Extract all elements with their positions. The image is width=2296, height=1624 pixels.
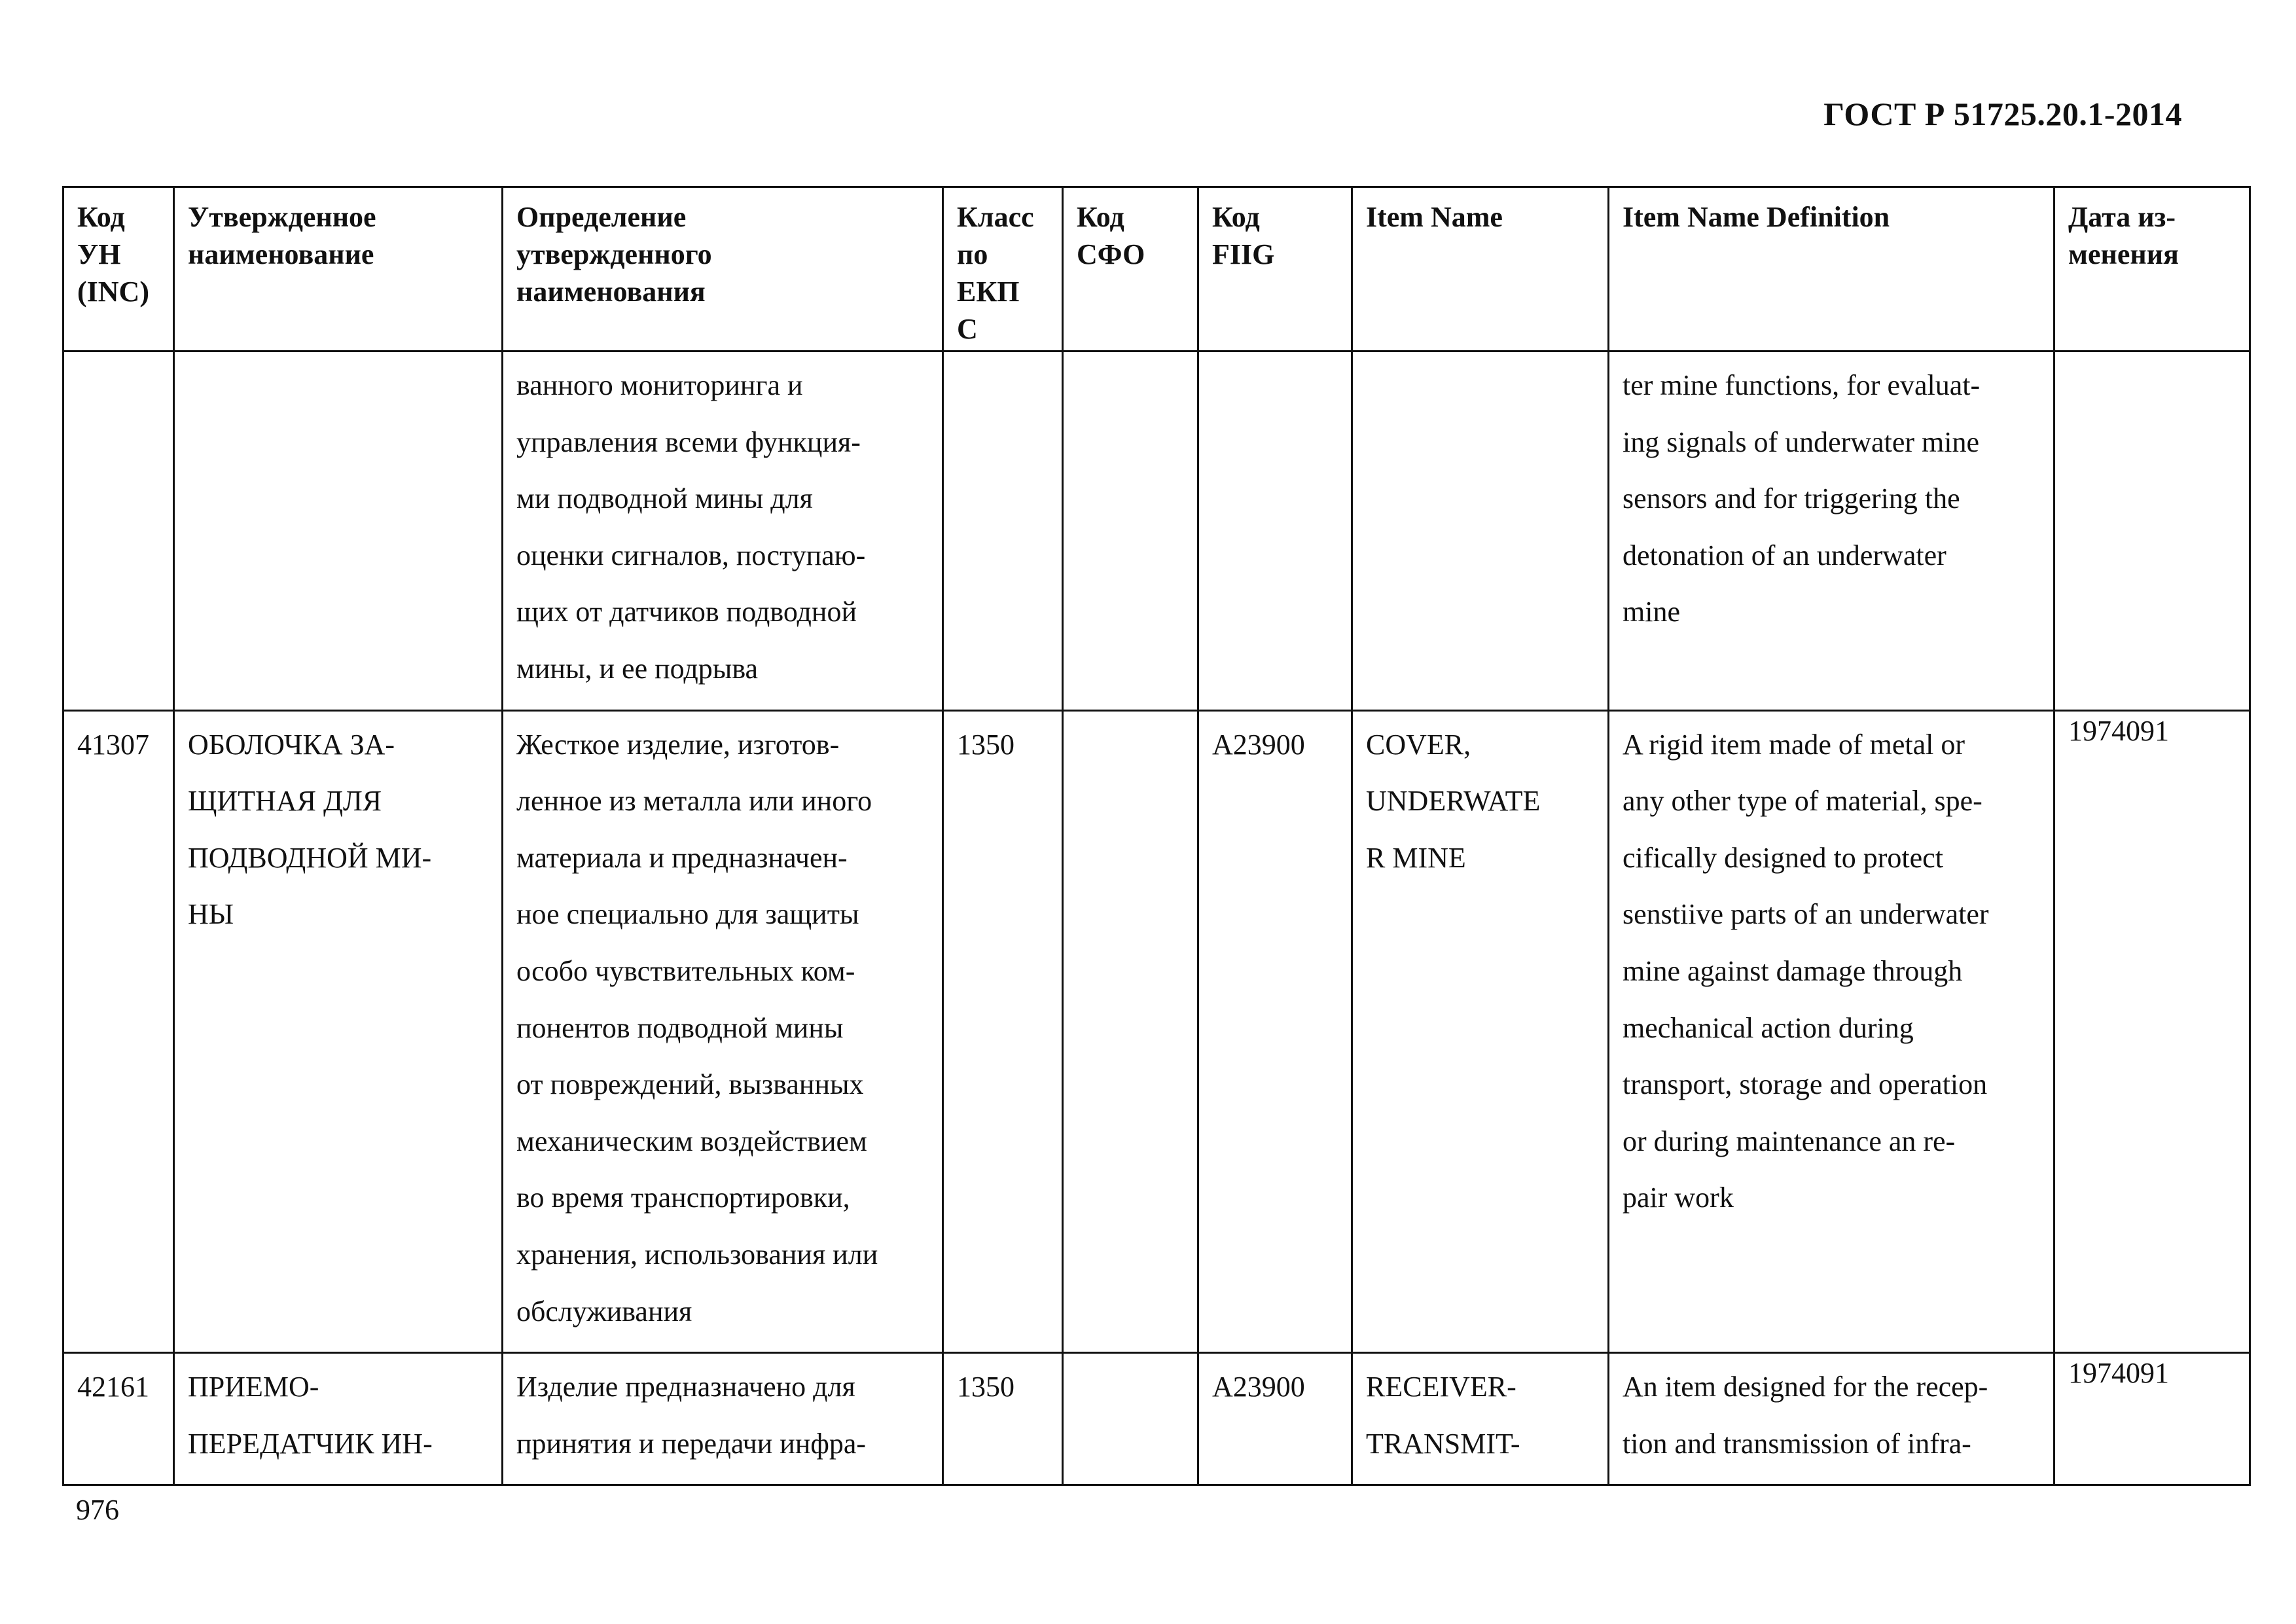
cell-class-ekps <box>943 710 1063 1353</box>
cell-text-line: pair work <box>1623 1182 1734 1214</box>
cell-item-name-definition <box>1609 352 2054 711</box>
header-text-line: Код <box>77 201 125 233</box>
cell-text-line: 1974091 <box>2068 1357 2169 1390</box>
cell-sfo-code <box>1063 1353 1198 1485</box>
cell-class-ekps <box>943 1353 1063 1485</box>
classification-table <box>62 186 2251 1486</box>
table-row <box>63 352 2250 711</box>
cell-approved-name <box>174 710 503 1353</box>
cell-item-name-definition <box>1609 710 2054 1353</box>
cell-text-line: R MINE <box>1366 841 1466 874</box>
cell-text-line: ное специально для защиты <box>516 898 859 931</box>
cell-text-line: понентов подводной мины <box>516 1011 844 1044</box>
cell-text-line: Изделие предназначено для <box>516 1371 855 1403</box>
cell-text-line: Жесткое изделие, изготов- <box>516 728 840 761</box>
cell-text-line: detonation of an underwater <box>1623 539 1946 571</box>
document-standard-header: ГОСТ Р 51725.20.1-2014 <box>1823 96 2182 132</box>
cell-sfo-code <box>1063 352 1198 711</box>
header-inc-code <box>63 187 174 352</box>
cell-text-line: ПЕРЕДАТЧИК ИН- <box>188 1427 433 1460</box>
cell-text-line: 1974091 <box>2068 714 2169 747</box>
cell-inc-code <box>63 1353 174 1485</box>
cell-text-line: any other type of material, spe- <box>1623 785 1982 818</box>
cell-fiig-code <box>1198 710 1352 1353</box>
cell-approved-name-definition <box>503 1353 943 1485</box>
table-row <box>63 710 2250 1353</box>
cell-text-line: ter mine functions, for evaluat- <box>1623 369 1981 401</box>
header-text-line: наименования <box>516 276 706 308</box>
header-text-line: Утвержденное <box>188 201 376 233</box>
cell-text-line: sensors and for triggering the <box>1623 482 1960 515</box>
cell-text-line: transport, storage and operation <box>1623 1068 1988 1101</box>
cell-text-line: ПОДВОДНОЙ МИ- <box>188 841 432 874</box>
cell-text-line: обслуживания <box>516 1295 692 1327</box>
cell-text-line: 42161 <box>77 1371 149 1403</box>
cell-fiig-code <box>1198 352 1352 711</box>
header-text-line: Определение <box>516 201 687 233</box>
header-item-name-definition <box>1609 187 2054 352</box>
cell-change-date <box>2054 352 2250 711</box>
cell-text-line: ОБОЛОЧКА ЗА- <box>188 728 395 761</box>
cell-text-line: ми подводной мины для <box>516 482 813 515</box>
cell-text-line: UNDERWATE <box>1366 785 1541 818</box>
header-text-line: Код <box>1077 201 1124 233</box>
cell-approved-name-definition <box>503 352 943 711</box>
header-text-line: Item Name <box>1366 201 1503 233</box>
cell-text-line: принятия и передачи инфра- <box>516 1427 867 1460</box>
header-text-line: ЕКП <box>957 276 1020 308</box>
cell-text-line: ленное из металла или иного <box>516 785 872 818</box>
cell-text-line: ПРИЕМО- <box>188 1371 319 1403</box>
header-text-line: по <box>957 238 988 270</box>
cell-text-line: mine <box>1623 596 1680 628</box>
cell-class-ekps <box>943 352 1063 711</box>
cell-approved-name <box>174 352 503 711</box>
header-change-date <box>2054 187 2250 352</box>
cell-item-name <box>1352 352 1609 711</box>
cell-change-date <box>2054 710 2250 1353</box>
cell-text-line: cifically designed to protect <box>1623 841 1943 874</box>
cell-item-name-definition <box>1609 1353 2054 1485</box>
cell-text-line: оценки сигналов, поступаю- <box>516 539 866 571</box>
header-text-line: FIIG <box>1212 238 1275 270</box>
cell-text-line: COVER, <box>1366 728 1471 761</box>
cell-text-line: senstiive parts of an underwater <box>1623 898 1989 931</box>
header-item-name <box>1352 187 1609 352</box>
cell-text-line: НЫ <box>188 898 234 931</box>
cell-text-line: 1350 <box>957 1371 1014 1403</box>
cell-text-line: A rigid item made of metal or <box>1623 728 1965 761</box>
header-text-line: (INC) <box>77 276 149 308</box>
table-row <box>63 1353 2250 1485</box>
page-number: 976 <box>76 1494 119 1526</box>
table-body <box>63 352 2250 1485</box>
cell-sfo-code <box>1063 710 1198 1353</box>
header-text-line: Дата из- <box>2068 201 2176 233</box>
cell-text-line: особо чувствительных ком- <box>516 954 855 987</box>
cell-text-line: хранения, использования или <box>516 1238 878 1271</box>
cell-text-line: tion and transmission of infra- <box>1623 1427 1971 1460</box>
cell-text-line: от повреждений, вызванных <box>516 1068 864 1101</box>
header-text-line: Item Name Definition <box>1623 201 1890 233</box>
cell-text-line: TRANSMIT- <box>1366 1427 1520 1460</box>
cell-text-line: An item designed for the recep- <box>1623 1371 1988 1403</box>
header-approved-name <box>174 187 503 352</box>
header-text-line: менения <box>2068 238 2179 270</box>
cell-text-line: or during maintenance an re- <box>1623 1125 1956 1157</box>
header-text-line: С <box>957 313 978 345</box>
header-approved-name-definition <box>503 187 943 352</box>
cell-text-line: A23900 <box>1212 1371 1305 1403</box>
cell-text-line: A23900 <box>1212 728 1305 761</box>
cell-fiig-code <box>1198 1353 1352 1485</box>
cell-text-line: RECEIVER- <box>1366 1371 1516 1403</box>
header-text-line: УН <box>77 238 121 270</box>
cell-text-line: mechanical action during <box>1623 1011 1914 1044</box>
cell-text-line: материала и предназначен- <box>516 841 848 874</box>
cell-text-line: ванного мониторинга и <box>516 369 803 401</box>
cell-text-line: механическим воздействием <box>516 1125 867 1157</box>
header-sfo-code <box>1063 187 1198 352</box>
cell-text-line: mine against damage through <box>1623 954 1963 987</box>
cell-approved-name-definition <box>503 710 943 1353</box>
header-class-ekps <box>943 187 1063 352</box>
cell-text-line: ЩИТНАЯ ДЛЯ <box>188 785 382 818</box>
cell-inc-code <box>63 352 174 711</box>
cell-inc-code <box>63 710 174 1353</box>
header-text-line: утвержденного <box>516 238 712 270</box>
cell-change-date <box>2054 1353 2250 1485</box>
cell-item-name <box>1352 1353 1609 1485</box>
table-header-row <box>63 187 2250 352</box>
header-text-line: Код <box>1212 201 1260 233</box>
cell-text-line: ing signals of underwater mine <box>1623 425 1979 458</box>
header-fiig-code <box>1198 187 1352 352</box>
header-text-line: наименование <box>188 238 374 270</box>
cell-text-line: мины, и ее подрыва <box>516 652 759 685</box>
cell-text-line: во время транспортировки, <box>516 1182 850 1214</box>
cell-approved-name <box>174 1353 503 1485</box>
header-text-line: СФО <box>1077 238 1145 270</box>
cell-text-line: 41307 <box>77 728 149 761</box>
cell-item-name <box>1352 710 1609 1353</box>
header-text-line: Класс <box>957 201 1034 233</box>
cell-text-line: щих от датчиков подводной <box>516 596 857 628</box>
cell-text-line: 1350 <box>957 728 1014 761</box>
cell-text-line: управления всеми функция- <box>516 425 861 458</box>
